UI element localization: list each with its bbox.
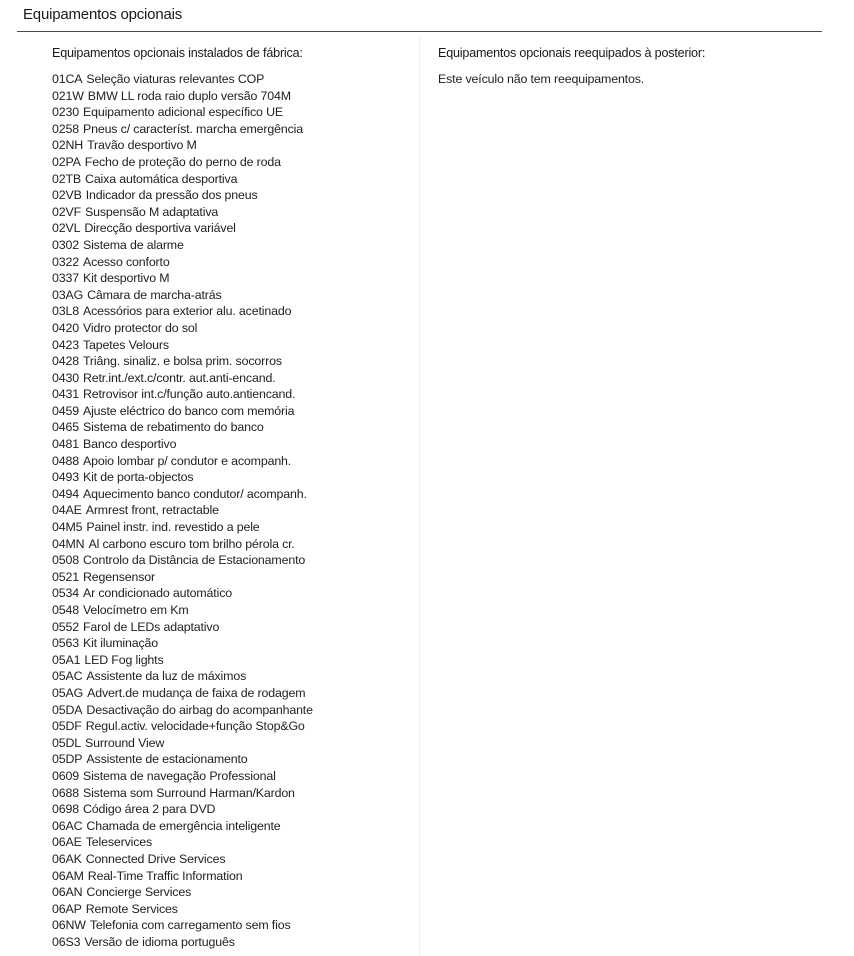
option-code: 0459: [52, 403, 79, 418]
option-item: [52, 668, 412, 685]
option-item: [52, 834, 412, 851]
option-code: 0552: [52, 619, 79, 634]
option-label: Equipamento adicional específico UE: [82, 105, 283, 120]
option-label: Teleservices: [85, 835, 153, 850]
option-item: [52, 652, 412, 669]
option-code: 05DL: [52, 735, 82, 750]
option-label: Assistente da luz de máximos: [86, 669, 247, 684]
option-label: Telefonia com carregamento sem fios: [89, 918, 291, 933]
option-item: [52, 801, 412, 818]
option-label: Pneus c/ característ. marcha emergência: [82, 121, 304, 136]
option-code: 0698: [52, 802, 79, 817]
option-label: Connected Drive Services: [85, 851, 226, 866]
option-code: 06S3: [52, 934, 81, 949]
option-code: 06AE: [52, 835, 82, 850]
option-item: [52, 702, 412, 719]
option-code: 03L8: [52, 304, 79, 319]
option-code: 0494: [52, 486, 79, 501]
option-item: [52, 602, 412, 619]
option-item: [52, 884, 412, 901]
option-item: [52, 619, 412, 636]
option-item: [52, 519, 412, 536]
option-item: [52, 171, 412, 188]
option-label: Câmara de marcha-atrás: [87, 287, 222, 302]
title-divider: [17, 31, 822, 32]
option-label: Remote Services: [85, 901, 178, 916]
option-label: Código área 2 para DVD: [82, 802, 216, 817]
option-item: [52, 436, 412, 453]
option-label: Retr.int./ext.c/contr. aut.anti-encand.: [82, 370, 276, 385]
option-item: [52, 187, 412, 204]
option-code: 05AC: [52, 669, 83, 684]
option-code: 02VF: [52, 204, 82, 219]
option-code: 0688: [52, 785, 79, 800]
option-code: 06AM: [52, 868, 84, 883]
option-label: Farol de LEDs adaptativo: [82, 619, 220, 634]
option-label: Suspensão M adaptativa: [85, 204, 219, 219]
option-label: Advert.de mudança de faixa de rodagem: [87, 685, 306, 700]
option-item: [52, 552, 412, 569]
option-code: 05DF: [52, 719, 82, 734]
option-item: [52, 237, 412, 254]
option-code: 06NW: [52, 918, 86, 933]
column-divider: [419, 36, 420, 956]
option-label: Tapetes Velours: [82, 337, 169, 352]
option-item: [52, 453, 412, 470]
option-code: 0428: [52, 354, 79, 369]
option-code: 05DP: [52, 752, 83, 767]
option-code: 06AK: [52, 851, 82, 866]
option-code: 0420: [52, 320, 79, 335]
option-code: 0258: [52, 121, 79, 136]
option-item: [52, 469, 412, 486]
option-item: [52, 204, 412, 221]
option-code: 0423: [52, 337, 79, 352]
retrofit-options-section: [438, 44, 818, 88]
option-item: [52, 536, 412, 553]
option-code: 04M5: [52, 520, 83, 535]
option-label: Sistema de rebatimento do banco: [82, 420, 264, 435]
option-code: 0521: [52, 569, 79, 584]
option-label: Aquecimento banco condutor/ acompanh.: [82, 486, 307, 501]
option-item: [52, 917, 412, 934]
option-item: [52, 486, 412, 503]
option-label: Painel instr. ind. revestido a pele: [86, 520, 260, 535]
option-code: 05DA: [52, 702, 83, 717]
option-label: Travão desportivo M: [87, 138, 197, 153]
option-label: Acessórios para exterior alu. acetinado: [82, 304, 292, 319]
option-label: LED Fog lights: [84, 652, 164, 667]
option-item: [52, 353, 412, 370]
option-label: Controlo da Distância de Estacionamento: [82, 553, 306, 568]
option-label: Regul.activ. velocidade+função Stop&Go: [85, 719, 305, 734]
option-item: [52, 569, 412, 586]
option-label: Versão de idioma português: [84, 934, 235, 949]
option-code: 01CA: [52, 72, 83, 86]
option-label: Vidro protector do sol: [82, 320, 198, 335]
option-item: [52, 386, 412, 403]
option-item: [52, 901, 412, 918]
option-label: Apoio lombar p/ condutor e acompanh.: [82, 453, 292, 468]
option-label: Triâng. sinaliz. e bolsa prim. socorros: [82, 354, 282, 369]
option-label: Kit iluminação: [82, 636, 159, 651]
option-item: [52, 370, 412, 387]
option-label: Sistema de alarme: [82, 237, 184, 252]
option-code: 04MN: [52, 536, 85, 551]
option-code: 0563: [52, 636, 79, 651]
option-code: 06AC: [52, 818, 83, 833]
option-label: Acesso conforto: [82, 254, 170, 269]
option-code: 0481: [52, 437, 79, 452]
option-code: 06AN: [52, 885, 83, 900]
retrofit-note: Este veículo não tem reequipamentos.: [438, 72, 645, 86]
option-item: [52, 137, 412, 154]
option-item: [52, 254, 412, 271]
option-label: Seleção viaturas relevantes COP: [86, 72, 265, 86]
option-item: [52, 337, 412, 354]
option-code: 02VL: [52, 221, 81, 236]
option-label: Regensensor: [82, 569, 156, 584]
option-item: [52, 851, 412, 868]
option-item: [52, 735, 412, 752]
option-item: [52, 320, 412, 337]
option-label: Surround View: [85, 735, 165, 750]
option-label: Banco desportivo: [82, 437, 177, 452]
option-label: Caixa automática desportiva: [85, 171, 238, 186]
option-label: Concierge Services: [86, 885, 192, 900]
option-item: [52, 403, 412, 420]
option-item: [52, 121, 412, 138]
option-code: 02VB: [52, 188, 82, 203]
option-item: [52, 635, 412, 652]
option-item: [52, 220, 412, 237]
option-item: [52, 104, 412, 121]
option-item: [52, 303, 412, 320]
option-label: Fecho de proteção do perno de roda: [84, 154, 281, 169]
option-label: Kit desportivo M: [82, 271, 170, 286]
option-code: 05AG: [52, 685, 84, 700]
option-code: 0534: [52, 586, 79, 601]
option-item: [52, 818, 412, 835]
option-label: Retrovisor int.c/função auto.antiencand.: [82, 387, 296, 402]
option-item: [52, 71, 412, 88]
option-label: Velocímetro em Km: [82, 603, 189, 617]
option-code: 04AE: [52, 503, 82, 518]
option-code: 0230: [52, 105, 79, 120]
option-code: 0431: [52, 387, 79, 402]
option-code: 06AP: [52, 901, 82, 916]
option-item: [52, 785, 412, 802]
option-code: 02PA: [52, 154, 81, 169]
factory-options-heading: Equipamentos opcionais instalados de fábrica:: [52, 46, 303, 60]
option-code: 03AG: [52, 287, 84, 302]
option-item: [52, 419, 412, 436]
option-item: [52, 270, 412, 287]
option-item: [52, 685, 412, 702]
option-label: Indicador da pressão dos pneus: [85, 188, 258, 203]
option-code: 0430: [52, 370, 79, 385]
option-code: 05A1: [52, 652, 81, 667]
option-code: 02NH: [52, 138, 84, 153]
option-label: Al carbono escuro tom brilho pérola cr.: [88, 536, 295, 551]
option-label: Chamada de emergência inteligente: [86, 818, 281, 833]
option-item: [52, 287, 412, 304]
option-item: [52, 751, 412, 768]
factory-options-section: [52, 44, 412, 950]
option-label: Assistente de estacionamento: [86, 752, 248, 767]
option-code: 021W: [52, 88, 84, 103]
option-item: [52, 934, 412, 951]
option-code: 0337: [52, 271, 79, 286]
factory-options-list: [52, 71, 412, 950]
option-item: [52, 718, 412, 735]
option-code: 02TB: [52, 171, 82, 186]
page-title: Equipamentos opcionais: [23, 6, 183, 23]
option-label: BMW LL roda raio duplo versão 704M: [87, 88, 291, 103]
option-code: 0488: [52, 453, 79, 468]
option-label: Ajuste eléctrico do banco com memória: [82, 403, 295, 418]
option-label: Ar condicionado automático: [82, 586, 232, 601]
option-item: [52, 154, 412, 171]
option-code: 0609: [52, 768, 79, 783]
option-label: Sistema de navegação Professional: [82, 768, 276, 783]
option-label: Real-Time Traffic Information: [87, 868, 243, 883]
option-item: [52, 768, 412, 785]
retrofit-options-heading: Equipamentos opcionais reequipados à posterior:: [438, 46, 706, 60]
option-code: 0548: [52, 603, 79, 617]
option-item: [52, 868, 412, 885]
option-label: Desactivação do airbag do acompanhante: [86, 702, 313, 717]
option-item: [52, 502, 412, 519]
option-label: Armrest front, retractable: [85, 503, 219, 518]
option-code: 0508: [52, 553, 79, 568]
option-code: 0302: [52, 237, 79, 252]
option-item: [52, 585, 412, 602]
option-item: [52, 88, 412, 105]
option-label: Kit de porta-objectos: [82, 470, 194, 485]
option-code: 0465: [52, 420, 79, 435]
option-code: 0322: [52, 254, 79, 269]
option-code: 0493: [52, 470, 79, 485]
option-label: Direcção desportiva variável: [84, 221, 236, 236]
option-label: Sistema som Surround Harman/Kardon: [82, 785, 295, 800]
